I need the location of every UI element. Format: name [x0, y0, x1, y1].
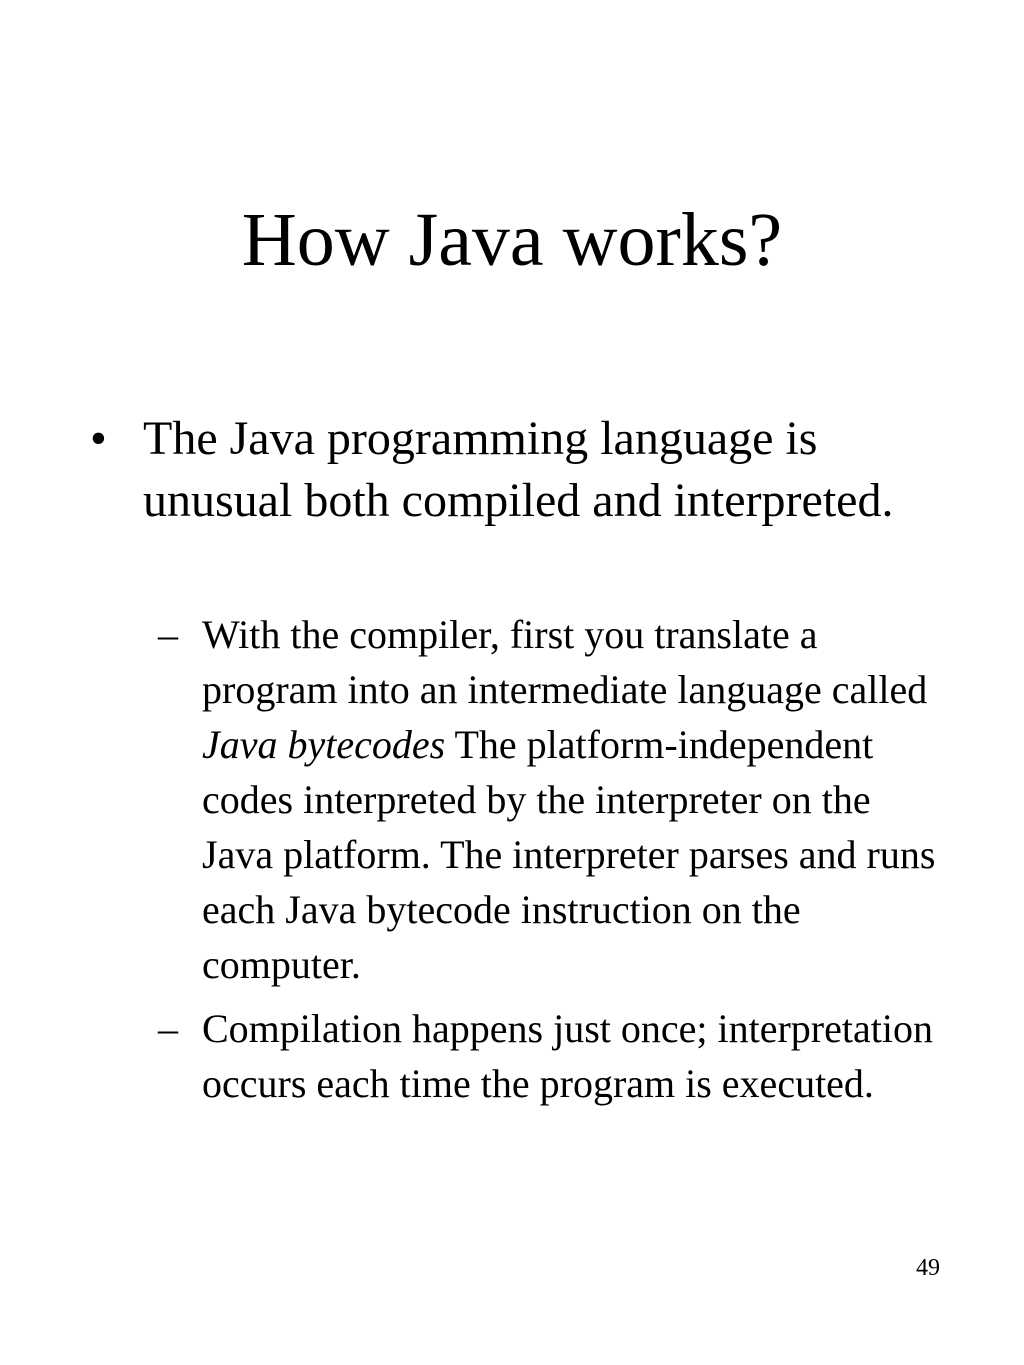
- bullet-text: The Java programming language is unusual both compiled and interpreted.: [143, 412, 894, 527]
- sub-bullet-marker: –: [158, 612, 178, 657]
- sub-bullet-text-part: With the compiler, first you translate a program into an intermediate language called: [202, 612, 928, 712]
- bullet-marker: •: [90, 412, 107, 465]
- sub-bullet-text-part: The platform-independent codes interpreted by the interpreter on the Java platform. The interpreter parses and runs each Java bytecode instruction on the computer.: [202, 722, 936, 987]
- sub-bullet-marker: –: [158, 1006, 178, 1051]
- sub-bullet-text: Compilation happens just once; interpretation occurs each time the program is executed.: [202, 1006, 933, 1106]
- page-number: 49: [916, 1255, 940, 1281]
- slide-title: How Java works?: [241, 198, 783, 282]
- sub-bullet-text: [202, 607, 942, 992]
- emphasis-term: Java bytecodes: [202, 722, 446, 767]
